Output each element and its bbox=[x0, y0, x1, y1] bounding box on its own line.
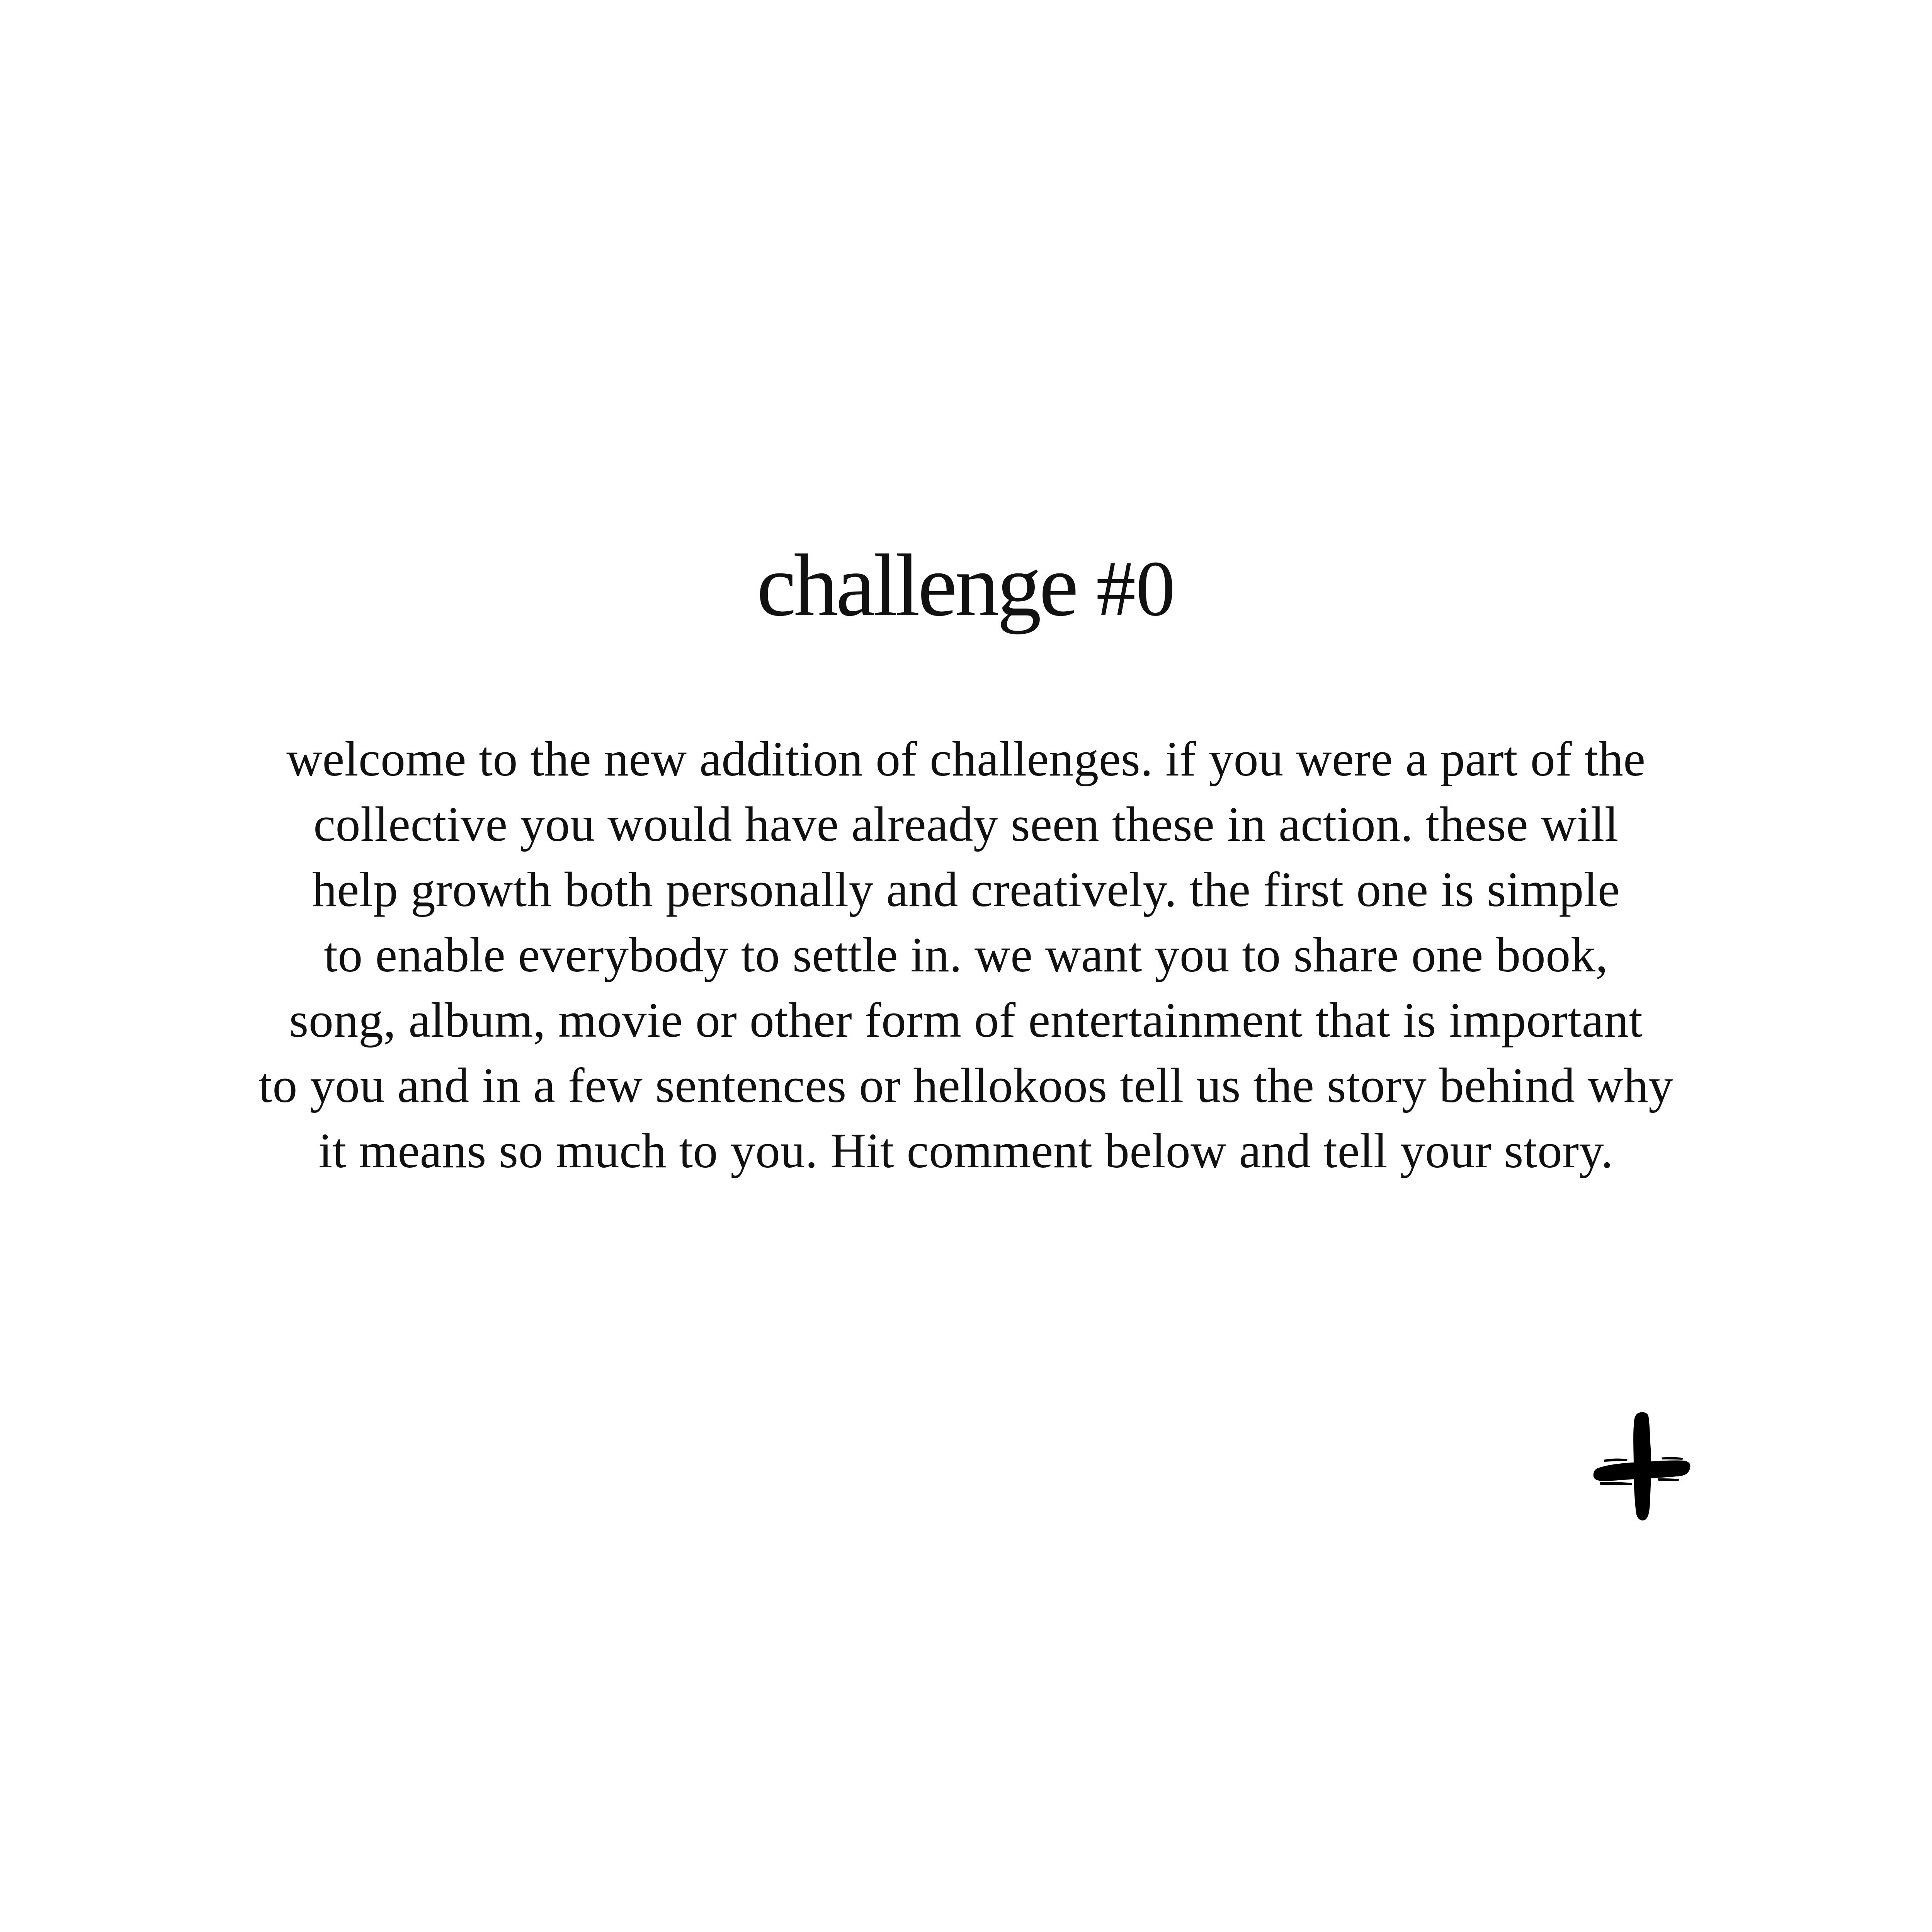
title-word: challenge bbox=[757, 536, 1096, 634]
title-number: #0 bbox=[1096, 545, 1175, 633]
page-title bbox=[0, 535, 1932, 639]
description-line-3: help growth both personally and creatively. the first one is simple bbox=[312, 862, 1620, 917]
description-line-1: welcome to the new addition of challenges. if you were a part of the bbox=[286, 731, 1646, 786]
description-line-5: song, album, movie or other form of entertainment that is important bbox=[289, 993, 1643, 1048]
description-line-2: collective you would have already seen these in action. these will bbox=[313, 797, 1619, 852]
description-line-4: to enable everybody to settle in. we want you to share one book, bbox=[324, 927, 1608, 982]
description-line-7: it means so much to you. Hit comment below and tell your story. bbox=[318, 1123, 1614, 1178]
brush-cross-icon bbox=[1592, 1410, 1692, 1522]
challenge-description bbox=[0, 726, 1932, 1184]
description-line-6: to you and in a few sentences or hellokoos tell us the story behind why bbox=[259, 1058, 1673, 1113]
